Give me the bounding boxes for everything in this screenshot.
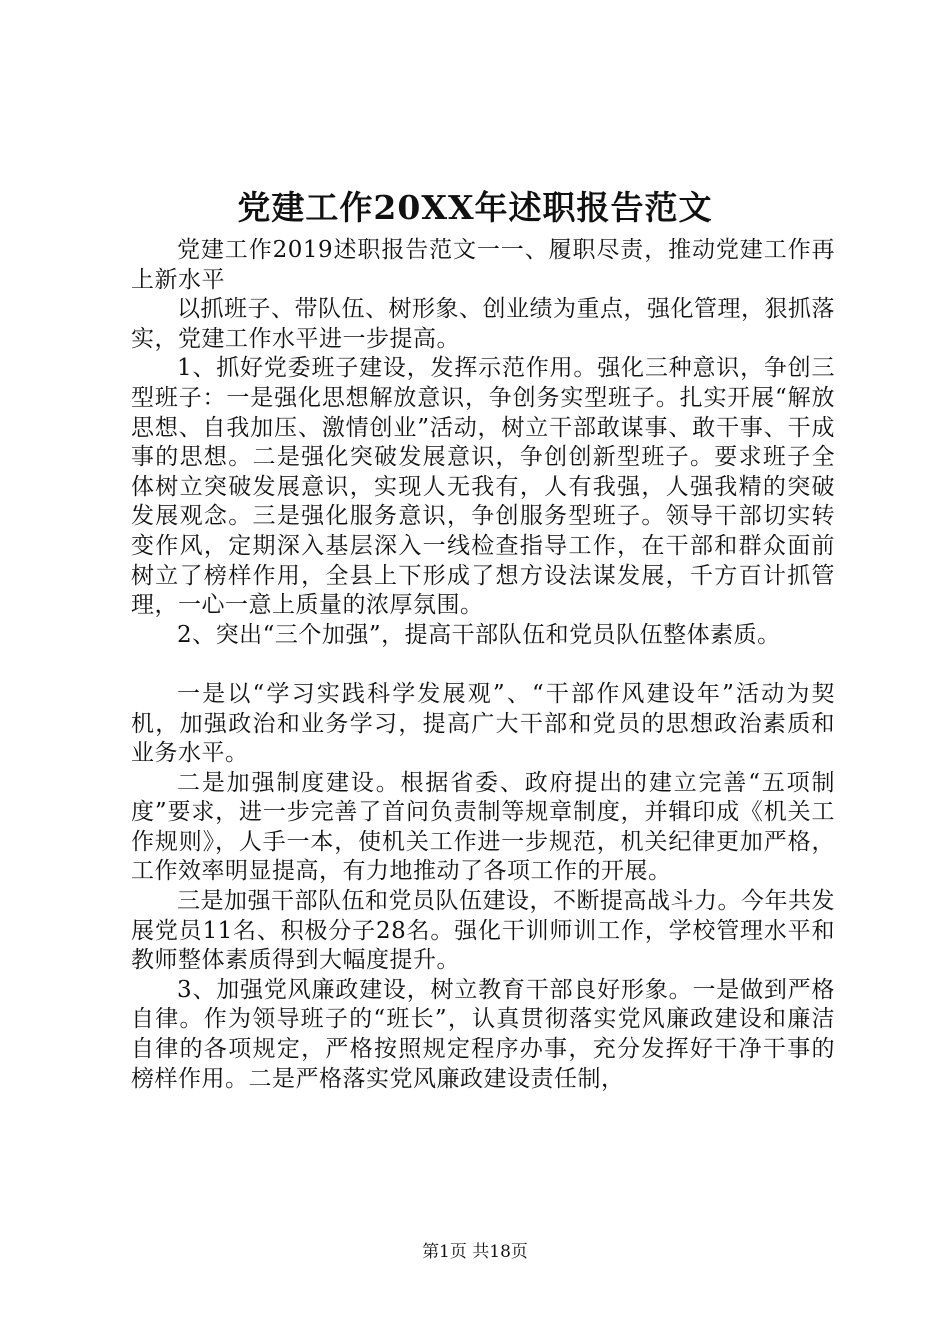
paragraph: 三是加强干部队伍和党员队伍建设，不断提高战斗力。今年共发展党员11名、积极分子28名。强化干训师训工作，学校管理水平和教师整体素质得到大幅度提升。 [131, 888, 835, 974]
paragraph: 党建工作2019述职报告范文一一、履职尽责，推动党建工作再上新水平 [131, 237, 835, 293]
page-title: 党建工作20XX年述职报告范文 [237, 188, 713, 227]
paragraph: 1、抓好党委班子建设，发挥示范作用。强化三种意识，争创三型班子：一是强化思想解放意识，争创务实型班子。扎实开展“解放思想、自我加压、激情创业”活动，树立干部敢谋事、敢干事、干成事的思想。二是强化突破发展意识，争创创新型班子。要求班子全体树立突破发展意识，实现人无我有，人有我强，人强我精的突破发展观念。三是强化服务意识，争创服务型班子。领导干部切实转变作风，定期深入基层深入一线检查指导工作，在干部和群众面前树立了榜样作用，全县上下形成了想方设法谋发展，千方百计抓管理，一心一意上质量的浓厚氛围。 [131, 355, 835, 619]
document-body [131, 236, 835, 1094]
paragraph: 3、加强党风廉政建设，树立教育干部良好形象。一是做到严格自律。作为领导班子的“班长”，认真贯彻落实党风廉政建设和廉洁自律的各项规定，严格按照规定程序办事，充分发挥好干净干事的榜样作用。二是严格落实党风廉政建设责任制， [131, 976, 835, 1092]
paragraph: 二是加强制度建设。根据省委、政府提出的建立完善“五项制度”要求，进一步完善了首问负责制等规章制度，并辑印成《机关工作规则》，人手一本，使机关工作进一步规范，机关纪律更加严格，工作效率明显提高，有力地推动了各项工作的开展。 [131, 769, 835, 885]
paragraph: 2、突出“三个加强”，提高干部队伍和党员队伍整体素质。 [177, 621, 781, 648]
paragraph: 一是以“学习实践科学发展观”、“干部作风建设年”活动为契机，加强政治和业务学习，提高广大干部和党员的思想政治素质和业务水平。 [131, 680, 835, 767]
paragraph: 以抓班子、带队伍、树形象、创业绩为重点，强化管理，狠抓落实，党建工作水平进一步提高。 [131, 296, 835, 352]
blank-line [131, 650, 835, 680]
page-number-footer: 第1页 共18页 [422, 1242, 528, 1262]
